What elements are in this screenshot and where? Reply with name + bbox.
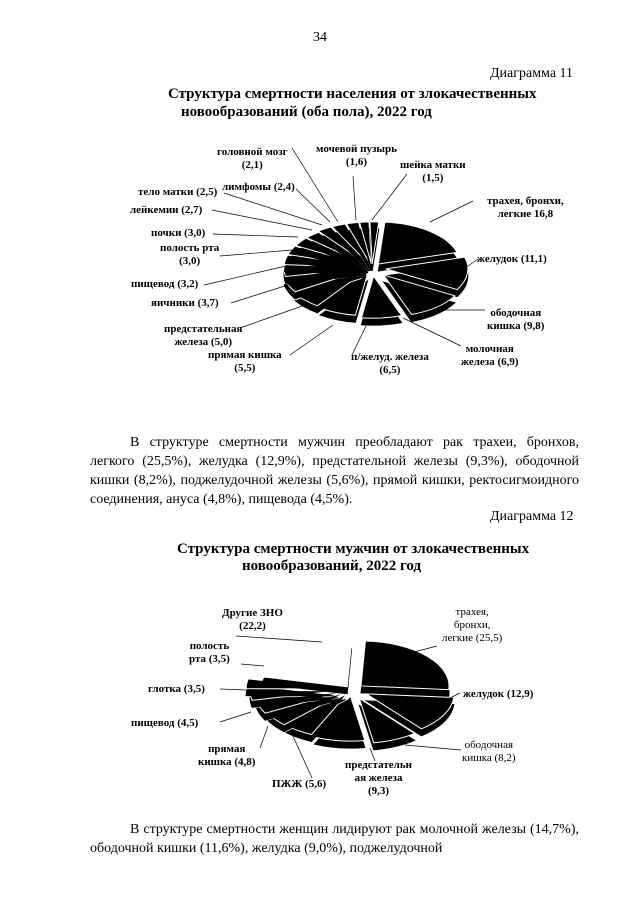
label-other: Другие ЗНО (22,2) [222, 607, 283, 632]
label-trachea: трахея, бронхи, легкие 16,8 [487, 195, 564, 220]
diagram-11-title-line2: новообразований (оба пола), 2022 год [181, 104, 432, 120]
pie-slice-трахея-бронхи-легкие [361, 641, 449, 690]
page-number: 34 [313, 30, 327, 45]
label-ovary: яичники (3,7) [151, 297, 219, 309]
pie-slices [246, 641, 454, 750]
diagram-12-title-line1: Структура смертности мужчин от злокачественных [177, 541, 530, 557]
label-mouth-men: полость рта (3,5) [189, 640, 230, 665]
label-uterus: тело матки (2,5) [138, 186, 218, 198]
label-brain: головной мозг (2,1) [217, 146, 288, 171]
label-colon-men: ободочная кишка (8,2) [462, 739, 516, 764]
label-rectum-men: прямая кишка (4,8) [198, 743, 256, 768]
label-stomach-men: желудок (12,9) [463, 688, 534, 700]
label-colon: ободочная кишка (9,8) [487, 307, 545, 332]
label-prostate-men: предстательн ая железа (9,3) [345, 759, 413, 797]
label-pharynx: глотка (3,5) [148, 683, 205, 695]
label-kidney: почки (3,0) [151, 227, 206, 239]
label-cervix: шейка матки (1,5) [400, 159, 466, 184]
diagram-12-title-line2: новообразований, 2022 год [242, 558, 422, 574]
label-pancreas-men: ПЖЖ (5,6) [272, 778, 327, 790]
label-stomach: желудок (11,1) [477, 253, 547, 265]
paragraph-women-mortality: В структуре смертности женщин лидируют рак молочной железы (14,7%), ободочной кишки (11,6%), желудка (9,0%), поджелудочной [90, 822, 579, 856]
label-esophagus: пищевод (3,2) [131, 278, 199, 290]
label-pancreas: п/желуд. железа (6,5) [351, 351, 429, 376]
diagram-11-title-line1: Структура смертности населения от злокачественных [168, 86, 537, 102]
label-rectum: прямая кишка (5,5) [208, 349, 282, 374]
paragraph-men-mortality: В структуре смертности мужчин преобладают рак трахеи, бронхов, легкого (25,5%), желудка (12,9%), предстательной железы (9,3%), ободочной кишки (8,2%), поджелудочной железы (5,6%), прямой кишки, ректосигмоидного соединения, ануса (4,8%), пищевода (4,5%). [90, 435, 579, 507]
label-lymphoma: лимфомы (2,4) [222, 181, 295, 193]
diagram-12-number: Диаграмма 12 [490, 509, 574, 524]
label-esophagus-men: пищевод (4,5) [131, 717, 199, 729]
label-leukemia: лейкемии (2,7) [130, 204, 203, 216]
label-bladder: мочевой пузырь (1,6) [316, 143, 397, 168]
diagram-11-number: Диаграмма 11 [490, 66, 574, 81]
label-prostate: предстательная железа (5,0) [164, 323, 243, 348]
label-breast: молочная железа (6,9) [461, 343, 519, 368]
label-trachea-men: трахея, бронхи, легкие (25,5) [442, 606, 503, 644]
label-mouth: полость рта (3,0) [160, 242, 220, 267]
